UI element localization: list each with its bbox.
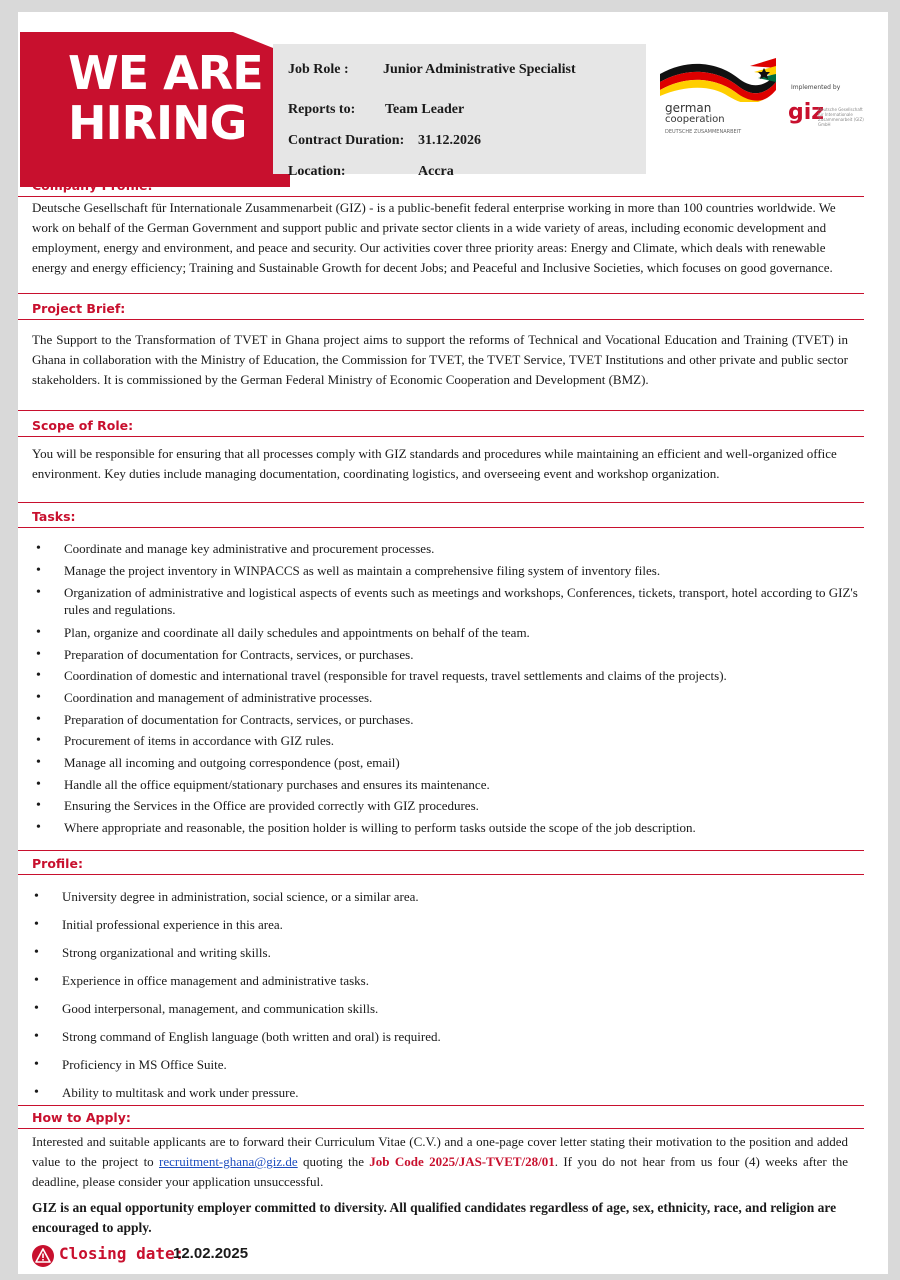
job-code: Job Code 2025/JAS-TVET/28/01 (369, 1154, 555, 1169)
contract-label: Contract Duration: (288, 133, 405, 148)
tasks-heading-bar (18, 506, 864, 528)
job-role-value: Junior Administrative Specialist (383, 62, 576, 77)
task-item: • Ensuring the Services in the Office are provided correctly with GIZ procedures. (32, 797, 862, 819)
reports-to-label: Reports to: (288, 102, 356, 117)
giz-logo: giz (788, 100, 825, 125)
profile-top-rule (18, 850, 864, 851)
equal-opportunity-statement: GIZ is an equal opportunity employer committed to diversity. All qualified candidates regardless of age, sex, ethnicity, race, and religion are encouraged to apply. (32, 1200, 837, 1235)
recruitment-email-link[interactable]: recruitment-ghana@giz.de (159, 1154, 298, 1169)
task-item: • Coordination and management of administrative processes. (32, 689, 862, 711)
task-item: • Procurement of items in accordance with GIZ rules. (32, 732, 862, 754)
apply-heading-bar (18, 1107, 864, 1129)
contract-row (288, 133, 481, 149)
profile-item: • Proficiency in MS Office Suite. (30, 1056, 860, 1084)
gc-line-2: cooperation (665, 114, 725, 125)
giz-full-name: Deutsche Gesellschaft für Internationale Zusammenarbeit (GIZ) GmbH (818, 107, 864, 127)
implemented-by: Implemented by (791, 84, 841, 91)
task-item: • Manage the project inventory in WINPACCS as well as maintain a comprehensive filing system of inventory files. (32, 562, 862, 584)
scope-text: You will be responsible for ensuring that all processes comply with GIZ standards and procedures while maintaining an efficient and well-organized office environment. Key duties include managing documentation, coordinating logistics, and overseeing event and workshop organization. (32, 446, 837, 481)
banner-title (68, 48, 263, 148)
task-item: • Preparation of documentation for Contracts, services, or purchases. (32, 646, 862, 667)
gc-line-1: german (665, 101, 712, 115)
company-profile-heading-bar (18, 175, 864, 197)
task-item: • Preparation of documentation for Contracts, services, or purchases. (32, 711, 862, 732)
job-role-label: Job Role : (288, 62, 349, 77)
contract-value: 31.12.2026 (418, 133, 481, 148)
project-brief-text: The Support to the Transformation of TVET in Ghana project aims to support the reforms of Technical and Vocational Education and Training (TVET) in Ghana in collaboration with the Ministry of Education, the Commission for TVET, the TVET Service, TVET Institutions and other private and public sector stakeholders. It is commissioned by the German Federal Ministry of Economic Cooperation and Development (BMZ). (32, 332, 848, 387)
profile-item: • Good interpersonal, management, and communication skills. (30, 1000, 860, 1028)
closing-date-value: 12.02.2025 (173, 1245, 249, 1262)
german-cooperation-text (665, 102, 741, 138)
task-item: • Manage all incoming and outgoing correspondence (post, email) (32, 754, 862, 776)
scope-heading-bar (18, 415, 864, 437)
location-value: Accra (418, 164, 454, 179)
task-item: • Coordinate and manage key administrative and procurement processes. (32, 540, 862, 562)
apply-heading: How to Apply: (32, 1110, 131, 1125)
apply-text-middle: quoting the (297, 1154, 370, 1169)
project-brief-top-rule (18, 293, 864, 294)
task-item: • Coordination of domestic and international travel (responsible for travel requests, travel settlements and claims of the projects). (32, 667, 862, 689)
scope-heading: Scope of Role: (32, 418, 134, 433)
task-item: • Where appropriate and reasonable, the position holder is willing to perform tasks outside the scope of the job description. (32, 819, 862, 841)
project-brief-heading-bar (18, 298, 864, 320)
job-info-box (273, 44, 646, 179)
tasks-list (32, 540, 862, 841)
banner-line-1: WE ARE (68, 46, 263, 100)
location-label: Location: (288, 164, 346, 179)
task-item: • Plan, organize and coordinate all daily schedules and appointments on behalf of the team. (32, 624, 862, 646)
company-profile-heading: Company Profile: (32, 178, 153, 193)
profile-heading: Profile: (32, 856, 83, 871)
profile-heading-bar (18, 853, 864, 875)
apply-text (32, 1132, 848, 1192)
reports-to-row (288, 102, 465, 118)
tasks-heading: Tasks: (32, 509, 76, 524)
profile-item: • Experience in office management and administrative tasks. (30, 972, 860, 1000)
profile-item: • Strong organizational and writing skills. (30, 944, 860, 972)
apply-text-before: Interested and suitable applicants are to forward their Curriculum Vitae (C.V.) and a one-page cover letter stating their motivation to the position and added value to the project to (32, 1134, 848, 1169)
task-item: • Handle all the office equipment/stationary purchases and ensures its maintenance. (32, 776, 862, 797)
profile-item: • Initial professional experience in this area. (30, 916, 860, 944)
apply-text-after: . If you do not hear from us four (4) weeks after the deadline, please consider your application unsuccessful. (32, 1154, 848, 1189)
company-profile-text: Deutsche Gesellschaft für Internationale Zusammenarbeit (GIZ) - is a public-benefit federal enterprise working in more than 100 countries worldwide. We work on behalf of the German Government and support public and private sector clients in a wide variety of areas, including economic development and employment, energy and environment, and peace and security. Our activities cover three priority areas: Energy and Climate, which deals with renewable energy and energy efficiency; Training and Sustainable Growth for decent Jobs; and Peaceful and Inclusive Societies, which focuses on good governance. (32, 200, 836, 275)
closing-date-label: Closing date: (59, 1244, 185, 1263)
scope-top-rule (18, 410, 864, 411)
task-item: • Organization of administrative and logistical aspects of events such as meetings and workshops, Conferences, tickets, transport, hotel according to GIZ's rules and regulations. (32, 584, 862, 624)
profile-item: • University degree in administration, social science, or a similar area. (30, 888, 860, 916)
project-brief-heading: Project Brief: (32, 301, 126, 316)
german-cooperation-flag-icon (658, 52, 778, 102)
job-role-row (288, 62, 576, 78)
reports-to-value: Team Leader (385, 102, 465, 117)
profile-list (30, 888, 860, 1108)
partner-logos (658, 52, 878, 142)
apply-top-rule (18, 1105, 864, 1106)
profile-item: • Strong command of English language (both written and oral) is required. (30, 1028, 860, 1056)
job-posting-page (18, 12, 888, 1274)
banner-line-2: HIRING (68, 96, 247, 150)
tasks-top-rule (18, 502, 864, 503)
profile-item: • Ability to multitask and work under pressure. (30, 1084, 860, 1108)
gc-line-3: DEUTSCHE ZUSAMMENARBEIT (665, 129, 742, 135)
warning-icon (32, 1245, 54, 1267)
